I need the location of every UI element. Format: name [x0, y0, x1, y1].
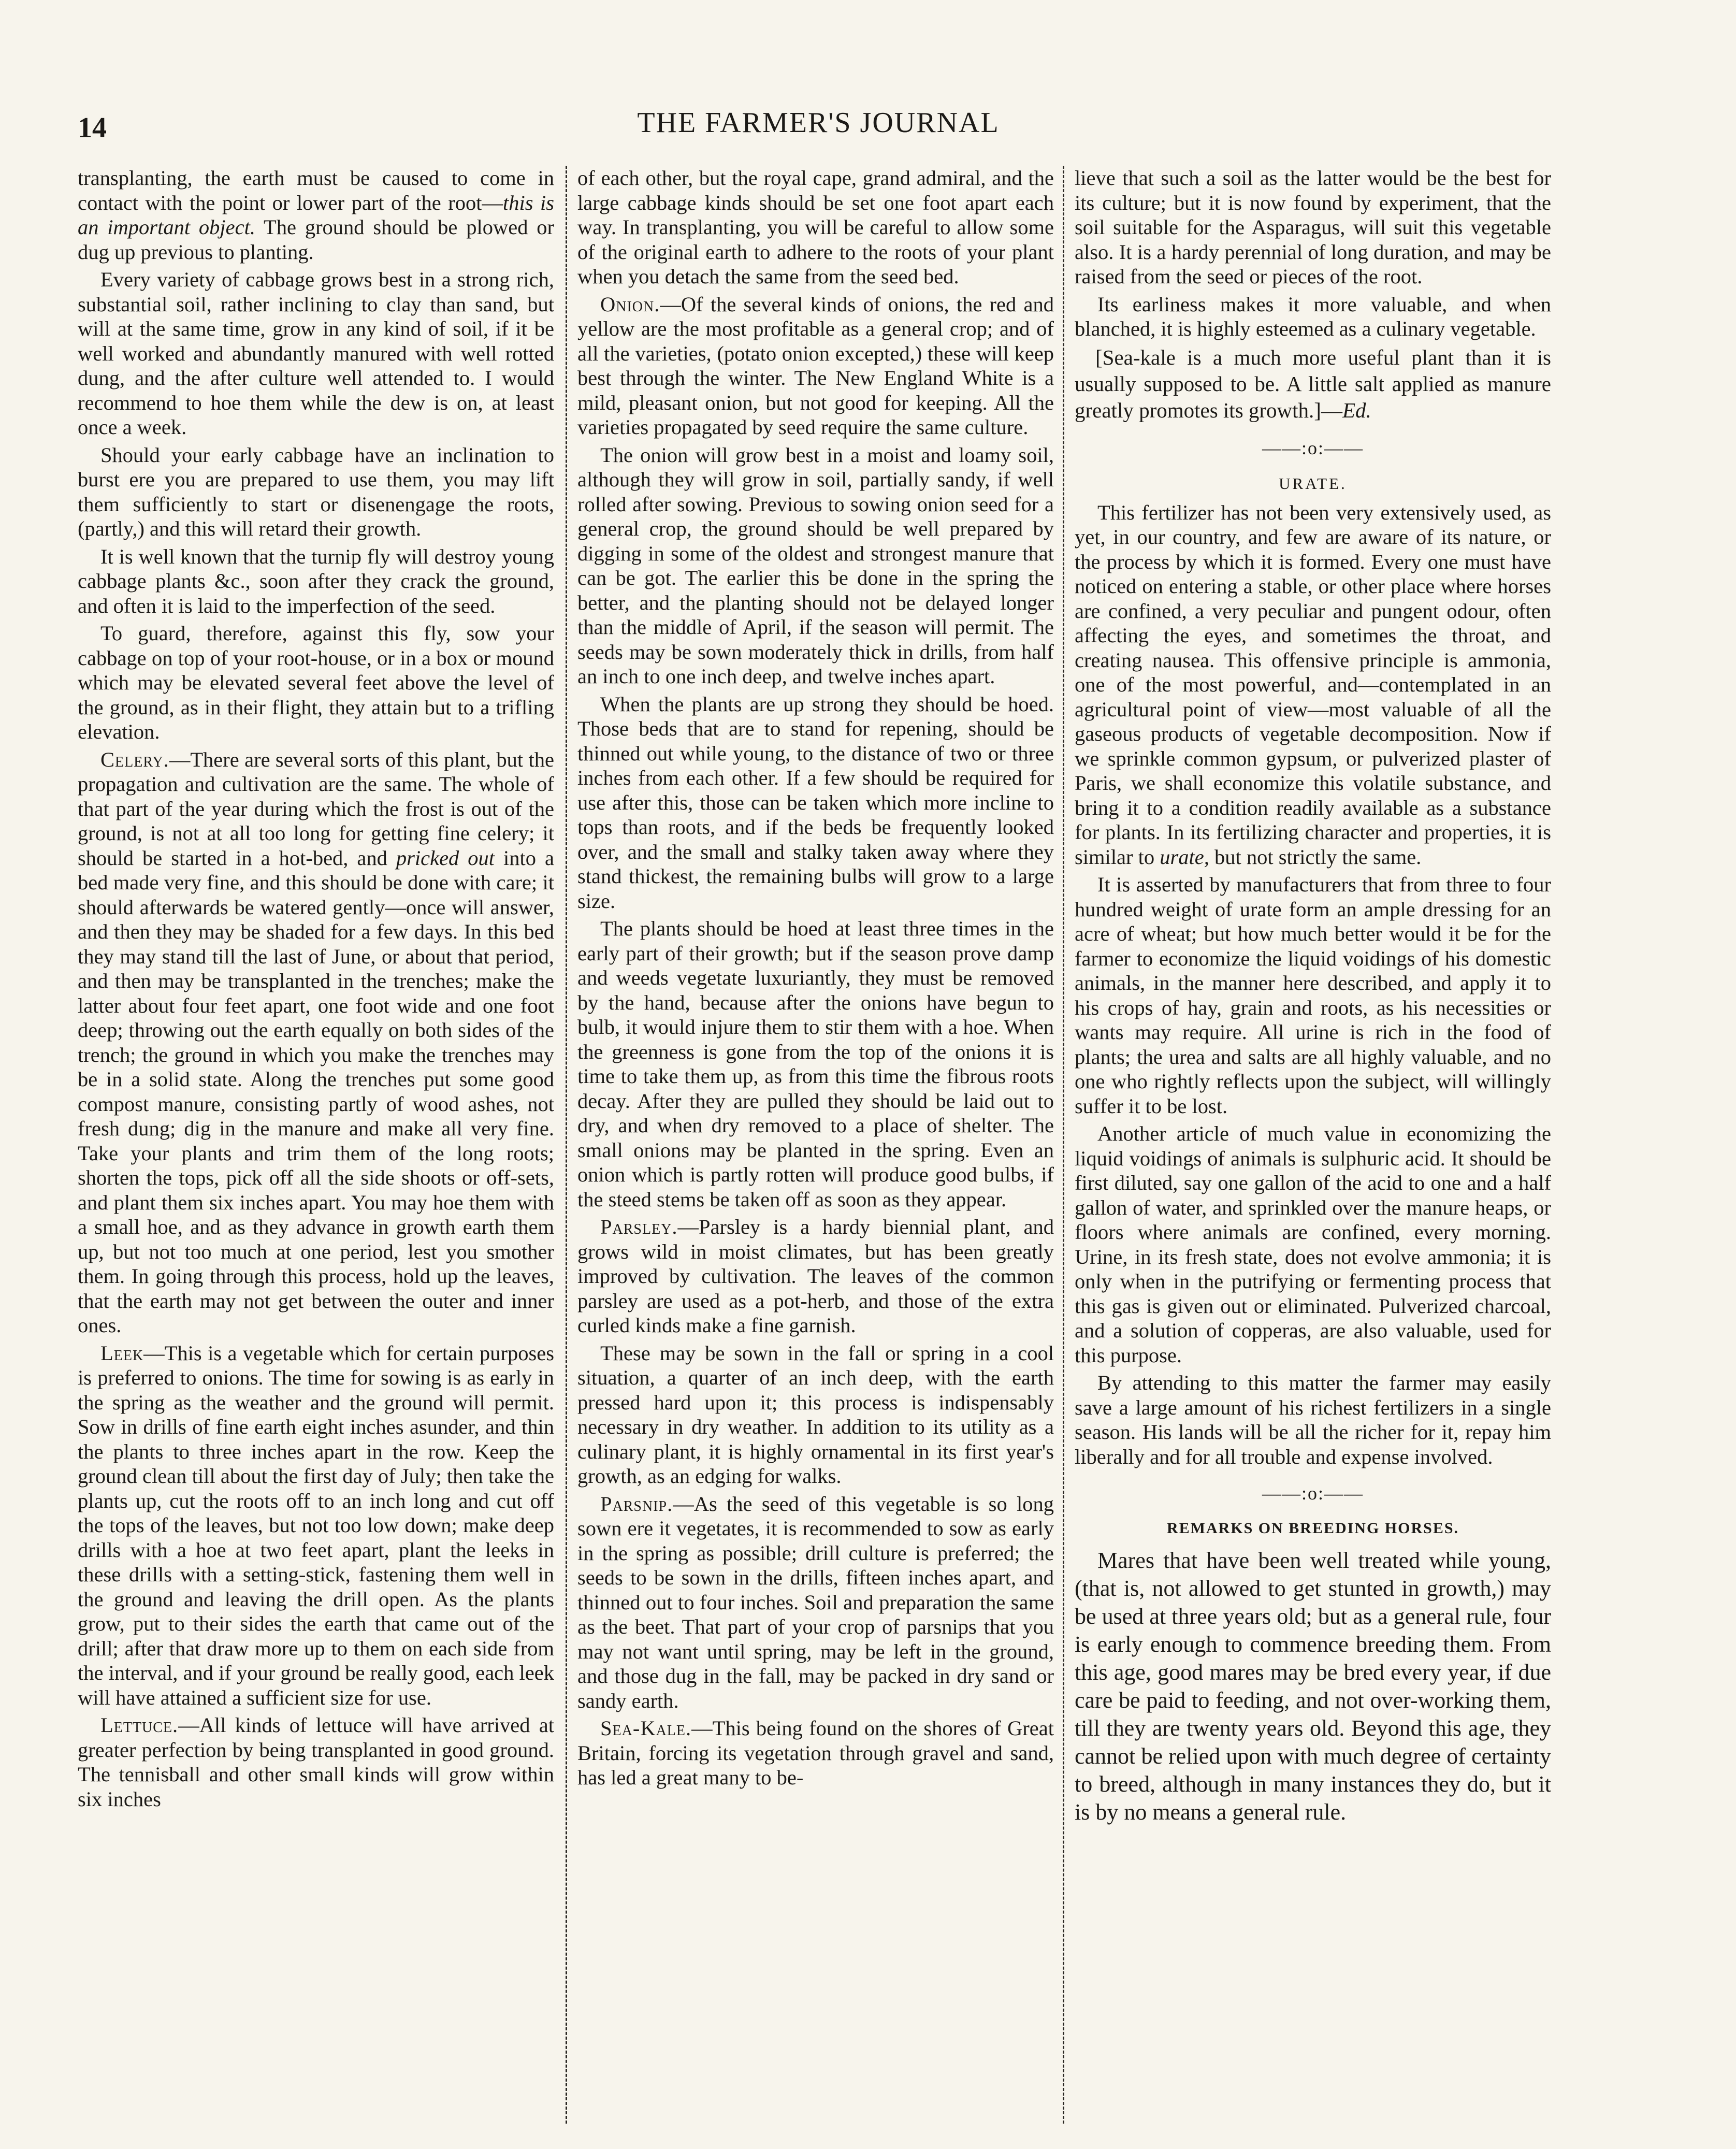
paragraph: By attending to this matter the farmer may easily save a large amount of his richest fertilizers in a single season. His lands will be all the richer for it, repay him liberally and for all trouble and expense involved. — [1075, 1371, 1551, 1468]
paragraph: The onion will grow best in a moist and loamy soil, although they will grow in soil, partially sandy, if well rolled after sowing. Previous to sowing onion seed for a general crop, the ground should be well prepared by digging in some of the oldest and strongest manure that can be got. The earlier this be done in the spring the better, and the planting should not be delayed longer than the middle of April, if the season will permit. The seeds may be sown moderately thick in drills, from half an inch to one inch deep, and twelve inches apart. — [577, 443, 1054, 688]
paragraph: The plants should be hoed at least three times in the early part of their growth; but if the season prove damp and weeds vegetate luxuriantly, they must be removed by the hand, because after the onions have begun to bulb, it would injure them to stir them with a hoe. When the greenness is gone from the top of the onions it is time to take them up, as from this time the fibrous roots decay. After they are pulled they should be laid out to dry, and when dry removed to a place of shelter. The small onions may be planted in the spring. Even an onion which is partly rotten will produce good bulbs, if the steed stems be taken off as soon as they appear. — [577, 917, 1054, 1211]
paragraph: When the plants are up strong they should be hoed. Those beds that are to stand for repening, should be thinned out while young, to the distance of two or three inches from each other. If a few should be required for use after this, those can be taken which more incline to tops than roots, and if the beds be frequently looked over, and the small and stalky taken away where they stand thickest, the remaining bulbs will grow to a large size. — [577, 692, 1054, 913]
column-divider — [566, 166, 567, 2124]
section-heading-horses: REMARKS ON BREEDING HORSES. — [1166, 1520, 1459, 1537]
paragraph-lettuce: Lettuce.—All kinds of lettuce will have arrived at greater perfection by being transplanted in good ground. The tennisball and other small kinds will grow within six inches — [78, 1713, 554, 1811]
paragraph: Its earliness makes it more valuable, and when blanched, it is highly esteemed as a culinary vegetable. — [1075, 292, 1551, 340]
paragraph: Mares that have been well treated while young, (that is, not allowed to get stunted in growth,) may be used at three years old; but as a general rule, four is early enough to commence breeding them. From this age, good mares may be bred every year, if due care be paid to feeding, and not over-working them, till they are twenty years old. Beyond this age, they cannot be relied upon with much degree of certainty to breed, although in many instances they do, but it is by no means a general rule. — [1075, 1548, 1551, 1825]
column-divider — [1063, 166, 1064, 2124]
paragraph: To guard, therefore, against this fly, sow your cabbage on top of your root-house, or in a box or mound which may be elevated several feet above the level of the ground, as in their flight, they attain but to a trifling elevation. — [78, 622, 554, 743]
section-divider: ——:o:—— — [1262, 437, 1364, 458]
paragraph: These may be sown in the fall or spring in a cool situation, a quarter of an inch deep, with the earth pressed hard upon it; this process is indispensably necessary in dry weather. In addition to its utility as a culinary plant, it is highly ornamental in its first year's growth, as an edging for walks. — [577, 1341, 1054, 1488]
paragraph: transplanting, the earth must be caused to come in contact with the point or lower part of the root—this is an important object. The ground should be plowed or dug up previous to planting. — [78, 166, 554, 264]
paragraph-leek: Leek—This is a vegetable which for certain purposes is preferred to onions. The time for sowing is as early in the spring as the weather and the ground will permit. Sow in drills of fine earth eight inches asunder, and thin the plants to three inches apart in the row. Keep the ground clean till about the first day of July; then take the plants up, cut the roots off to an inch long and cut off the tops of the leaves, but not too low down; make deep drills with a hoe at two feet apart, plant the leeks in these drills with a setting-stick, fastening them well in the ground and leaving the drill open. As the plants grow, put to their sides the earth that came out of the drill; after that draw more up to them on each side from the interval, and if your ground be really good, each leek will have attained a sufficient size for use. — [78, 1341, 554, 1709]
paragraph-sea-kale: Sea-Kale.—This being found on the shores of Great Britain, forcing its vegetation through gravel and sand, has led a great many to be- — [577, 1717, 1054, 1789]
paragraph: It is asserted by manufacturers that from three to four hundred weight of urate form an ample dressing for an acre of wheat; but how much better would it be for the farmer to economize the liquid voidings of his domestic animals, in the manner here described, and apply it to his crops of hay, grain and roots, as his necessities or wants may require. All urine is rich in the food of plants; the urea and salts are all highly valuable, and no one who rightly reflects upon the subject, will willingly suffer it to be lost. — [1075, 873, 1551, 1118]
column-middle — [577, 166, 1054, 2129]
paragraph: of each other, but the royal cape, grand admiral, and the large cabbage kinds should be set one foot apart each way. In transplanting, you will be careful to allow some of the original earth to adhere to the roots of your plant when you detach the same from the seed bed. — [577, 166, 1054, 288]
paragraph: Every variety of cabbage grows best in a strong rich, substantial soil, rather inclining to clay than sand, but will at the same time, grow in any kind of soil, if it be well worked and abundantly manured with well rotted dung, and the after culture well attended to. I would recommend to hoe them while the dew is on, at least once a week. — [78, 268, 554, 439]
paragraph-celery: Celery.—There are several sorts of this plant, but the propagation and cultivation are the same. The whole of that part of the year during which the frost is out of the ground, is not at all too long for getting fine celery; it should be started in a hot-bed, and pricked out into a bed made very fine, and this should be done with care; it should afterwards be watered gently—once will answer, and then they may be shaded for a few days. In this bed they may stand till the last of June, or about that period, and then may be transplanted in the trenches; make the latter about four feet apart, one foot wide and one foot deep; throwing out the earth equally on both sides of the trench; the ground in which you make the trenches may be in a solid state. Along the trenches put some good compost manure, consisting partly of wood ashes, not fresh dung; dig in the manure and make all very fine. Take your plants and trim them of the long roots; shorten the tops, pick off all the side shoots or off-sets, and plant them six inches apart. You may hoe them with a small hoe, and as they advance in growth earth them up, but not too much at one period, lest you smother them. In going through this process, hold up the leaves, that the earth may not get between the outer and inner ones. — [78, 747, 554, 1337]
paragraph-parsnip: Parsnip.—As the seed of this vegetable is so long sown ere it vegetates, it is recommended to sow as early in the spring as possible; drill culture is preferred; the seeds to be sown in the drills, fifteen inches apart, and thinned out to four inches. Soil and preparation the same as the beet. That part of your crop of parsnips that you may not want until spring, may be left in the ground, and those dug in the fall, may be packed in dry sand or sandy earth. — [577, 1492, 1054, 1712]
paragraph: This fertilizer has not been very extensively used, as yet, in our country, and few are aware of its nature, or the process by which it is formed. Every one must have noticed on entering a stable, or other place where horses are confined, a very peculiar and pungent odour, often affecting the eyes, and sometimes the throat, and creating nausea. This offensive principle is ammonia, one of the most powerful, and—contemplated in an agricultural point of view—most valuable of all the gaseous products of vegetable decomposition. Now if we sprinkle common gypsum, or pulverized plaster of Paris, we shall economize this volatile substance, and bring it to a condition readily available as a substance for plants. In its fertilizing character and properties, it is similar to urate, but not strictly the same. — [1075, 500, 1551, 869]
section-divider: ——:o:—— — [1262, 1483, 1364, 1504]
paragraph: Should your early cabbage have an inclination to burst ere you are prepared to use them, you may lift them sufficiently to start or disenengage the roots, (partly,) and this will retard their growth. — [78, 443, 554, 540]
page-number: 14 — [78, 112, 107, 144]
paragraph: Another article of much value in economizing the liquid voidings of animals is sulphuric acid. It should be first diluted, say one gallon of the acid to one and a half gallon of water, and sprinkled over the manure heaps, or floors where animals are confined, every morning. Urine, in its fresh state, does not evolve ammonia; it is only when in the putrifying or fermenting process that this gas is given out or eliminated. Pulverized charcoal, and a solution of copperas, are also valuable, used for this purpose. — [1075, 1122, 1551, 1367]
paragraph-onion: Onion.—Of the several kinds of onions, the red and yellow are the most profitable as a general crop; and of all the varieties, (potato onion excepted,) these will keep best through the winter. The New England White is a mild, pleasant onion, but not good for keeping. All the varieties propagated by seed require the same culture. — [577, 292, 1054, 439]
column-right — [1075, 166, 1551, 2129]
paragraph: It is well known that the turnip fly will destroy young cabbage plants &c., soon after they crack the ground, and often it is laid to the imperfection of the seed. — [78, 544, 554, 617]
paragraph-parsley: Parsley.—Parsley is a hardy biennial plant, and grows wild in moist climates, but has been greatly improved by cultivation. The leaves of the common parsley are used as a pot-herb, and those of the extra curled kinds make a fine garnish. — [577, 1215, 1054, 1337]
paragraph: lieve that such a soil as the latter would be the best for its culture; but it is now found by experiment, that the soil suitable for the Asparagus, will suit this vegetable also. It is a hardy perennial of long duration, and may be raised from the seed or pieces of the root. — [1075, 166, 1551, 288]
section-heading-urate: URATE. — [1279, 474, 1347, 493]
journal-title: THE FARMER'S JOURNAL — [637, 107, 1000, 139]
column-left — [78, 166, 554, 2129]
editor-note: [Sea-kale is a much more useful plant than it is usually supposed to be. A little salt applied as manure greatly promotes its growth.]—Ed. — [1075, 345, 1551, 422]
